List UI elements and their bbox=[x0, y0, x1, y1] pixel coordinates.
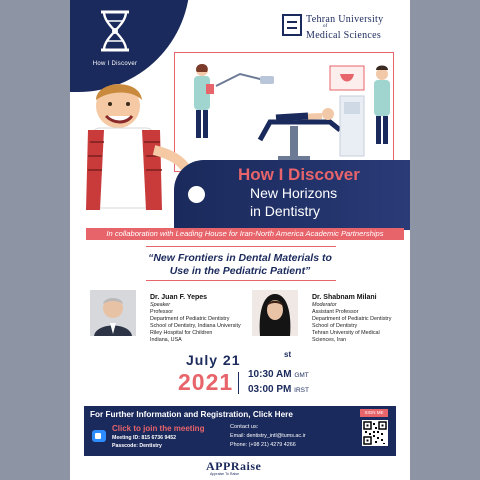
divider bbox=[146, 246, 336, 247]
meeting-id: Meeting ID: 815 6736 9452 bbox=[112, 435, 177, 441]
appraise-tagline: Appraise To Raise bbox=[210, 472, 240, 476]
speaker-photo bbox=[90, 290, 136, 336]
decorative-dot bbox=[188, 186, 205, 203]
divider bbox=[146, 280, 336, 281]
moderator-detail: Sciences, Iran bbox=[312, 337, 347, 343]
dental-clinic-illustration bbox=[180, 56, 400, 172]
moderator-portrait bbox=[252, 290, 298, 336]
event-date-suffix: st bbox=[284, 350, 292, 359]
contact-phone: Phone: (+98 21) 4279 4266 bbox=[230, 442, 296, 448]
moderator-name: Dr. Shabnam Milani bbox=[312, 294, 377, 301]
moderator-role: Moderator bbox=[312, 302, 337, 308]
qr-code-graphic bbox=[362, 420, 388, 446]
event-subtitle-line1: New Horizons bbox=[250, 185, 338, 201]
moderator-detail: Department of Pediatric Dentistry bbox=[312, 316, 392, 322]
collaboration-banner: In collaboration with Leading House for Iran-North America Academic Partnerships bbox=[86, 228, 404, 240]
timezone: GMT bbox=[294, 372, 309, 379]
time-value: 10:30 AM bbox=[248, 369, 292, 380]
university-name-line1: Tehran University bbox=[306, 14, 384, 25]
sign-me-button[interactable]: SIGN ME bbox=[360, 409, 388, 417]
registration-footer bbox=[84, 406, 396, 456]
university-name-line2: Medical Sciences bbox=[306, 30, 382, 41]
event-year: 2021 bbox=[178, 369, 234, 395]
university-name-of: of bbox=[323, 24, 328, 29]
speaker-detail: School of Dentistry, Indiana University bbox=[150, 323, 241, 329]
talk-title-line1: “New Frontiers in Dental Materials to bbox=[148, 252, 332, 264]
speaker-detail: Indiana, USA bbox=[150, 337, 182, 343]
moderator-detail: Assistant Professor bbox=[312, 309, 359, 315]
event-time-irst bbox=[248, 384, 309, 395]
event-time-gmt bbox=[248, 369, 309, 380]
university-seal-icon bbox=[282, 14, 302, 36]
join-meeting-link[interactable]: Click to join the meeting bbox=[112, 424, 205, 433]
moderator-detail: School of Dentistry bbox=[312, 323, 358, 329]
logo-label: How I Discover bbox=[92, 61, 138, 67]
speaker-name: Dr. Juan F. Yepes bbox=[150, 294, 208, 301]
dna-hourglass-icon bbox=[95, 8, 135, 54]
timezone: IRST bbox=[294, 387, 309, 394]
date-divider bbox=[238, 372, 239, 394]
time-value: 03:00 PM bbox=[248, 384, 292, 395]
meeting-passcode: Passcode: Dentistry bbox=[112, 443, 162, 449]
zoom-icon[interactable] bbox=[92, 430, 106, 442]
moderator-detail: Tehran University of Medical bbox=[312, 330, 380, 336]
event-date: July 21 bbox=[186, 352, 241, 368]
talk-title-line2: Use in the Pediatric Patient” bbox=[169, 265, 311, 277]
event-title: How I Discover bbox=[238, 165, 360, 184]
moderator-photo bbox=[252, 290, 298, 336]
speaker-role: Speaker bbox=[150, 302, 171, 308]
appraise-logo: APPRaise bbox=[206, 459, 262, 473]
qr-code-icon[interactable] bbox=[362, 420, 388, 446]
speaker-detail: Riley Hospital for Children bbox=[150, 330, 213, 336]
event-subtitle-line2: in Dentistry bbox=[250, 203, 321, 219]
event-poster bbox=[70, 0, 410, 480]
speaker-detail: Professor bbox=[150, 309, 174, 315]
contact-email[interactable]: Email: dentistry_intl@tums.ac.ir bbox=[230, 433, 306, 439]
speaker-portrait bbox=[90, 290, 136, 336]
contact-heading: Contact us: bbox=[230, 424, 259, 430]
registration-link[interactable]: For Further Information and Registration, Click Here bbox=[90, 410, 293, 419]
speaker-detail: Department of Pediatric Dentistry bbox=[150, 316, 230, 322]
